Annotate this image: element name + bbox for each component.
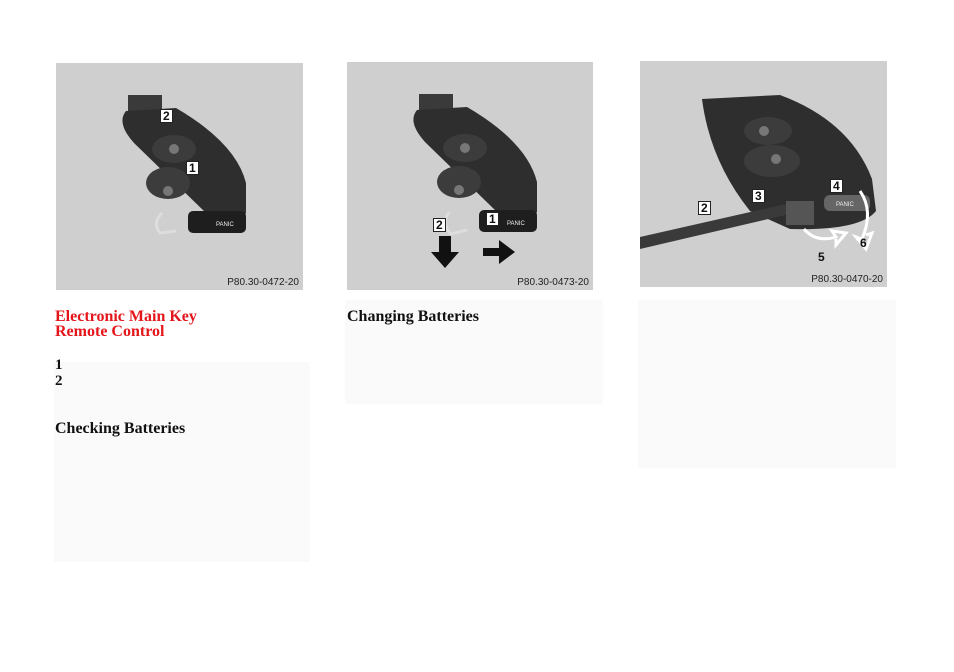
item-number-2: 2 [55, 373, 63, 389]
callout-2: 2 [698, 201, 711, 215]
panic-button-label: PANIC [507, 221, 525, 227]
callout-3: 3 [752, 189, 765, 203]
figure-code: P80.30-0473-20 [517, 277, 589, 288]
section-3-text-area [638, 300, 896, 468]
panic-button-label: PANIC [836, 202, 854, 208]
battery-compartment-illustration [640, 61, 887, 287]
callout-2: 2 [160, 109, 173, 123]
subheading-changing-batteries: Changing Batteries [347, 308, 479, 325]
subheading-checking-batteries: Checking Batteries [55, 420, 186, 437]
remote-key-illustration [56, 63, 303, 290]
key-figure-2 [347, 62, 593, 290]
callout-4: 4 [830, 179, 843, 193]
key-figure-1 [56, 63, 303, 290]
arrow-down-icon [431, 236, 459, 268]
battery-change-illustration [347, 62, 593, 290]
arrow-right-icon [483, 240, 515, 264]
section-title-line2: Remote Control [55, 323, 165, 340]
figure-code: P80.30-0470-20 [811, 274, 883, 285]
screwdriver [640, 203, 794, 249]
item-number-1: 1 [55, 357, 63, 373]
section-title-line1: Electronic Main Key [55, 308, 197, 325]
panic-button-label: PANIC [216, 222, 234, 228]
callout-6: 6 [860, 236, 867, 250]
callout-2: 2 [433, 218, 446, 232]
figure-code: P80.30-0472-20 [227, 277, 299, 288]
key-figure-3 [640, 61, 887, 287]
section-1-text-area [54, 362, 310, 562]
callout-5: 5 [818, 250, 825, 264]
callout-1: 1 [486, 212, 499, 226]
callout-1: 1 [186, 161, 199, 175]
